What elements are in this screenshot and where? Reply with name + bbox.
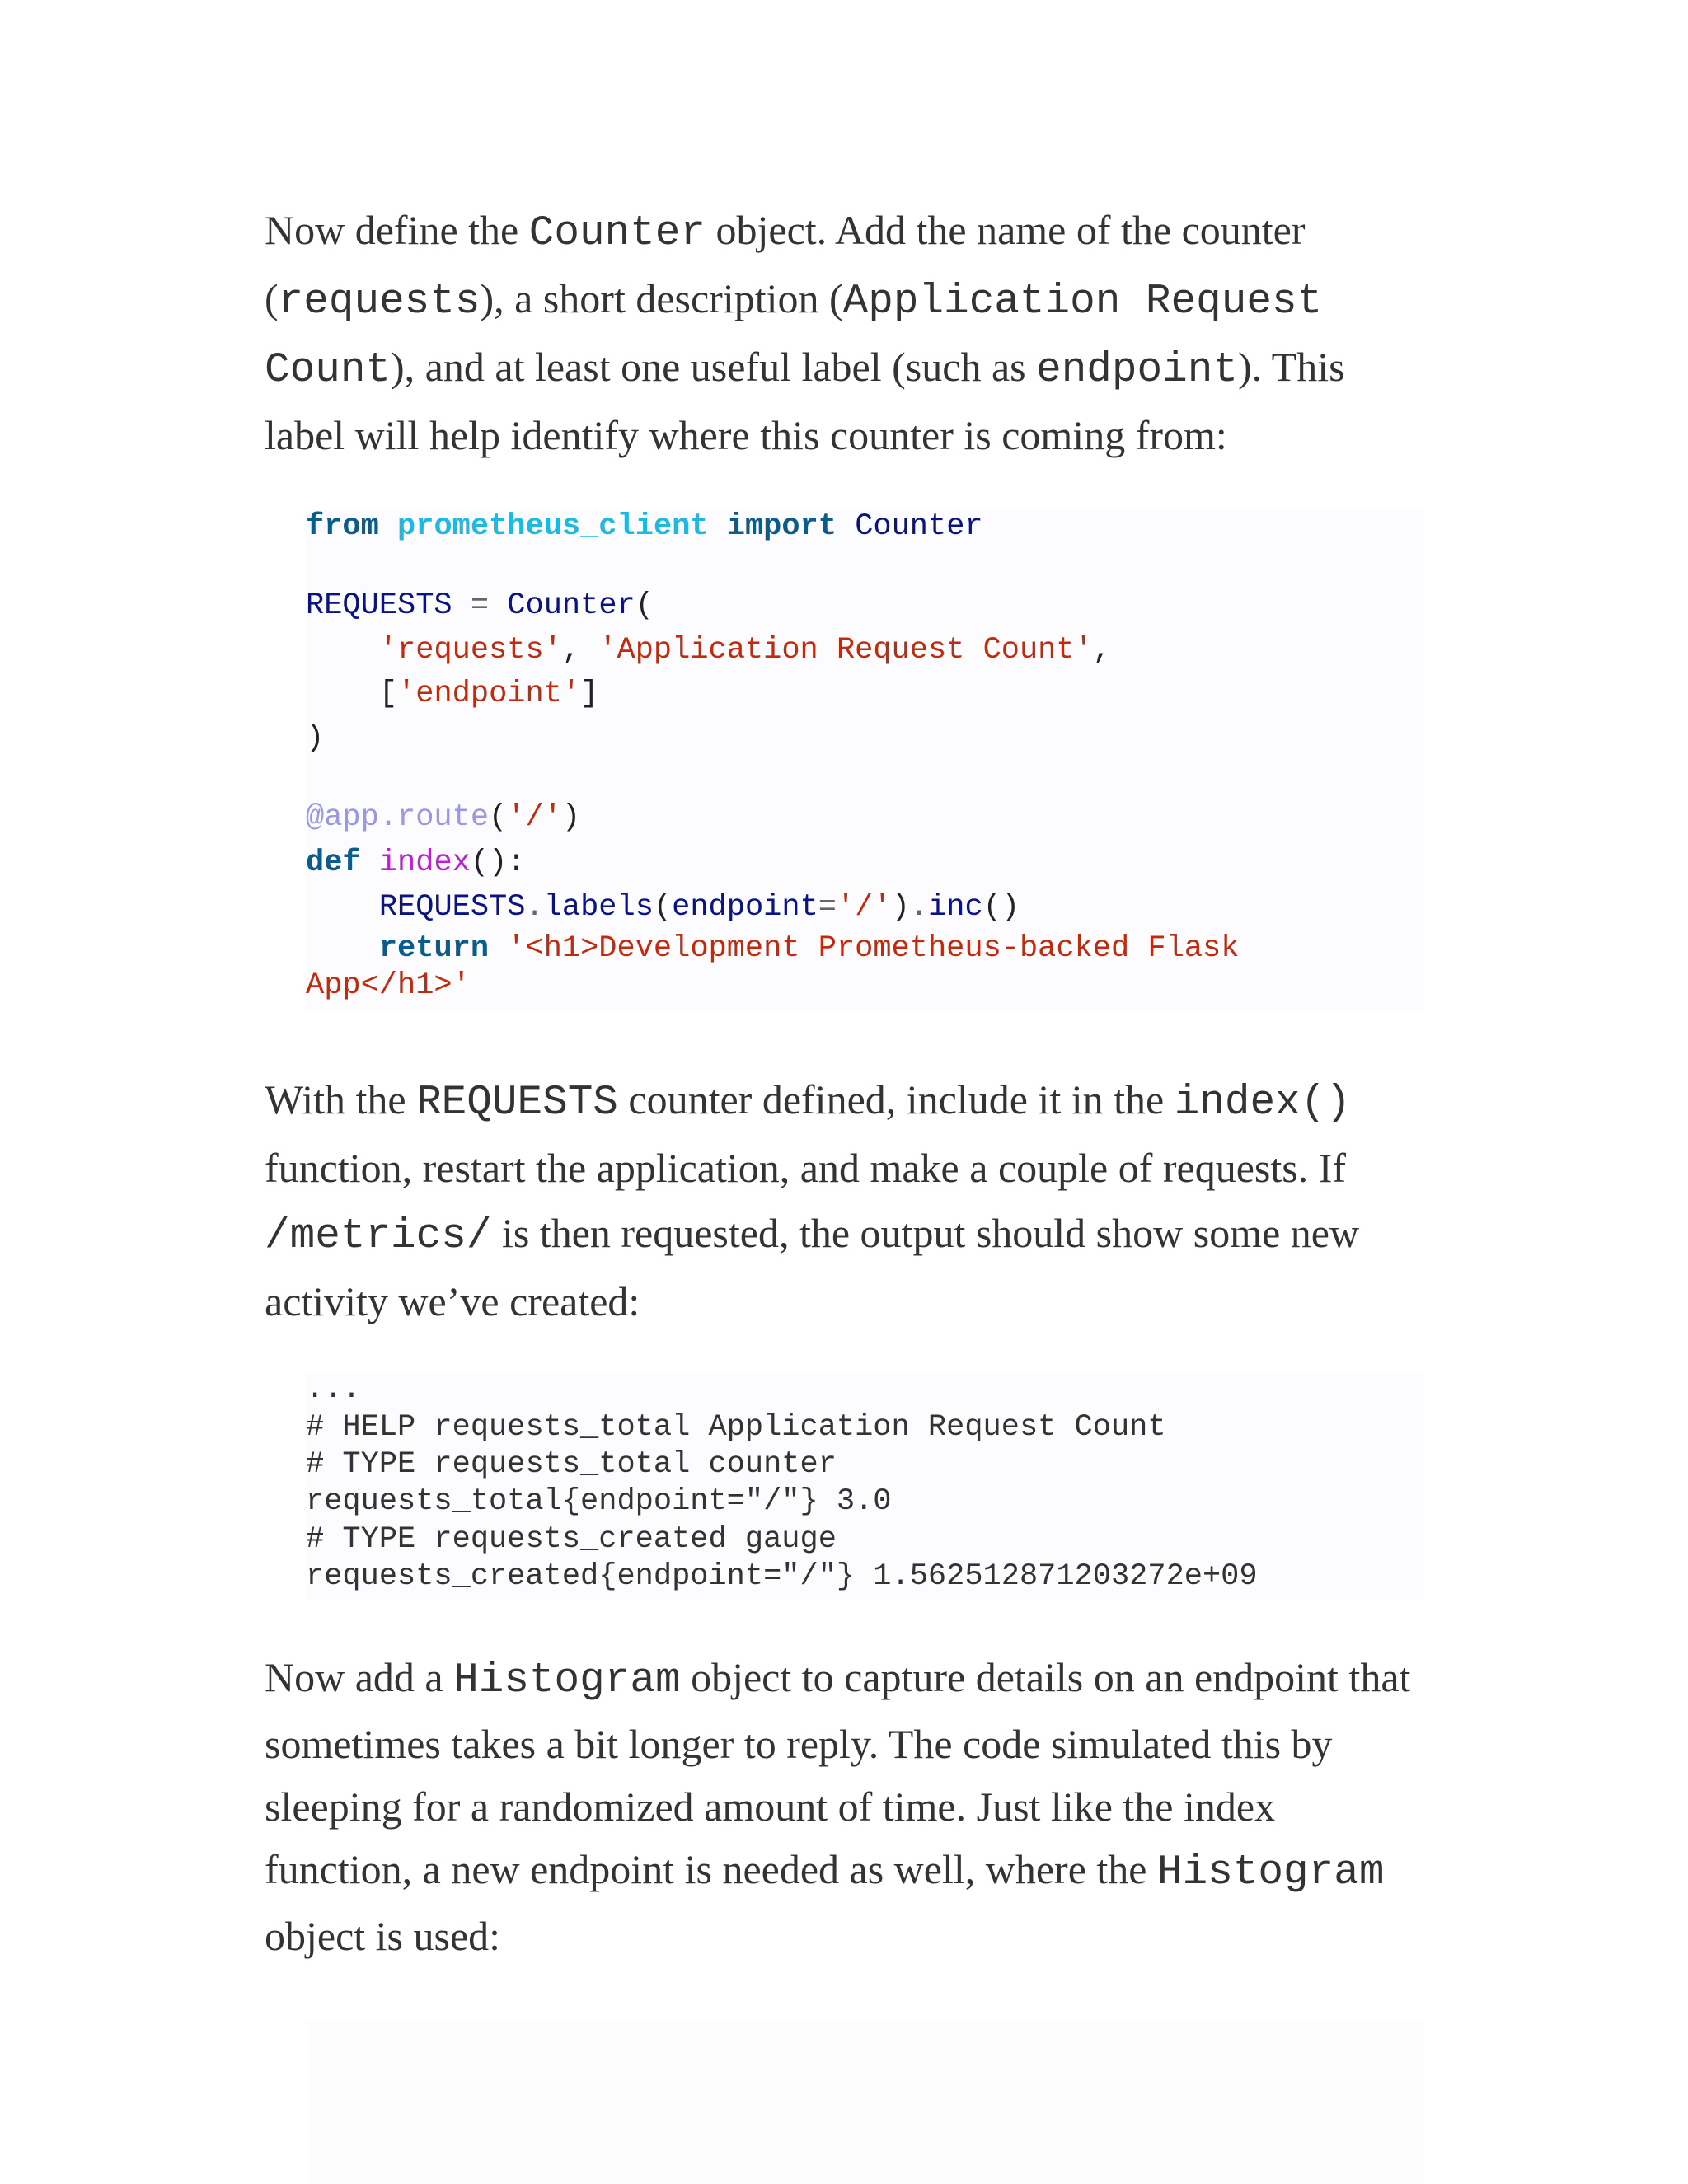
paragraph-requests-counter xyxy=(265,1067,1435,1334)
paragraph-counter-intro xyxy=(265,198,1435,468)
text-span: object. Add the name of the counter xyxy=(705,207,1306,253)
punctuation: , xyxy=(561,633,599,668)
identifier: REQUESTS xyxy=(378,890,526,925)
indent xyxy=(306,931,379,966)
code-line xyxy=(306,588,654,623)
code-line xyxy=(306,633,1111,668)
indent xyxy=(306,633,379,668)
string-literal: '<h1>Development Prometheus-backed Flask xyxy=(507,931,1240,966)
identifier: REQUESTS xyxy=(306,588,452,623)
text-span: ( xyxy=(265,275,279,321)
string-literal: '/' xyxy=(507,800,562,835)
code-line xyxy=(306,968,471,1003)
text-span: Now add a xyxy=(265,1654,454,1700)
operator: . xyxy=(909,890,929,925)
operator: . xyxy=(525,890,544,925)
text-span: label will help identify where this counter is coming from: xyxy=(265,412,1227,458)
string-literal: 'requests' xyxy=(378,633,562,668)
text-span: sometimes takes a bit longer to reply. The code simulated this by xyxy=(265,1721,1333,1767)
text-span: function, a new endpoint is needed as well, where the xyxy=(265,1846,1157,1892)
output-line: # TYPE requests_total counter xyxy=(306,1447,837,1482)
code-line xyxy=(306,931,1239,966)
inline-code-description: Application Request xyxy=(842,279,1323,326)
keyword-import: import xyxy=(726,509,837,544)
punctuation: [ xyxy=(378,677,398,711)
text-span: ), a short description ( xyxy=(480,275,843,321)
identifier: Counter xyxy=(507,588,635,623)
text-span: object to capture details on an endpoint that xyxy=(680,1654,1411,1700)
inline-code-counter: Counter xyxy=(528,210,706,257)
string-literal: 'endpoint' xyxy=(397,677,581,711)
punctuation: ( xyxy=(635,588,654,623)
identifier: endpoint xyxy=(672,890,818,925)
inline-code-metrics: /metrics/ xyxy=(265,1213,492,1260)
output-line: # HELP requests_total Application Request Count xyxy=(306,1410,1166,1445)
punctuation: ) xyxy=(891,890,910,925)
code-line xyxy=(306,800,580,835)
indent xyxy=(306,677,379,711)
code-block-next xyxy=(306,2019,1423,2184)
inline-code-index: index() xyxy=(1174,1080,1351,1127)
text-span: activity we’ve created: xyxy=(265,1278,640,1324)
output-line: requests_created{endpoint="/"} 1.562512871203272e+09 xyxy=(306,1559,1258,1594)
decorator: @app.route xyxy=(306,800,490,835)
punctuation: ) xyxy=(306,721,325,756)
text-span: counter defined, include it in the xyxy=(617,1076,1175,1122)
code-block-counter xyxy=(306,509,1423,1012)
code-line xyxy=(306,677,598,711)
function-name: index xyxy=(378,846,471,880)
inline-code-histogram: Histogram xyxy=(1156,1849,1385,1896)
text-span: sleeping for a randomized amount of time. Just like the index xyxy=(265,1783,1276,1830)
paragraph-histogram-intro xyxy=(265,1646,1435,1967)
text-span: Now define the xyxy=(265,207,529,253)
output-line: requests_total{endpoint="/"} 3.0 xyxy=(306,1484,892,1519)
code-line xyxy=(306,509,983,544)
indent xyxy=(306,890,379,925)
inline-code-description-cont: Count xyxy=(265,347,392,394)
string-literal: 'Application Request Count' xyxy=(598,633,1093,668)
punctuation: ] xyxy=(580,677,599,711)
string-literal: '/' xyxy=(837,890,892,925)
keyword-def: def xyxy=(306,846,361,880)
output-line: ... xyxy=(306,1372,361,1407)
operator: = xyxy=(470,588,490,623)
punctuation: , xyxy=(1092,633,1112,668)
punctuation: ( xyxy=(653,890,673,925)
punctuation: () xyxy=(982,890,1020,925)
text-span: ), and at least one useful label (such as xyxy=(391,344,1037,390)
identifier: labels xyxy=(543,890,654,925)
inline-code-requests: REQUESTS xyxy=(416,1080,618,1127)
text-span: ). This xyxy=(1237,344,1345,390)
punctuation: ) xyxy=(561,800,581,835)
code-line xyxy=(306,721,324,756)
identifier: Counter xyxy=(855,509,983,544)
output-line: # TYPE requests_created gauge xyxy=(306,1522,837,1557)
text-span: is then requested, the output should show some new xyxy=(491,1210,1360,1256)
identifier: inc xyxy=(928,890,983,925)
keyword-return: return xyxy=(378,931,490,966)
text-span: With the xyxy=(265,1076,417,1122)
code-line xyxy=(306,846,526,880)
punctuation: (): xyxy=(470,846,526,880)
inline-code-endpoint: endpoint xyxy=(1036,347,1238,394)
code-block-metrics-output xyxy=(306,1372,1423,1599)
code-line xyxy=(306,890,1020,925)
operator: = xyxy=(818,890,837,925)
punctuation: ( xyxy=(489,800,508,835)
inline-code-requests: requests xyxy=(278,279,481,326)
keyword-from: from xyxy=(306,509,379,544)
inline-code-histogram: Histogram xyxy=(453,1657,681,1704)
string-literal: App</h1>' xyxy=(306,968,471,1003)
text-span: function, restart the application, and make a couple of requests. If xyxy=(265,1145,1347,1191)
text-span: object is used: xyxy=(265,1913,501,1959)
module-name: prometheus_client xyxy=(397,509,709,544)
